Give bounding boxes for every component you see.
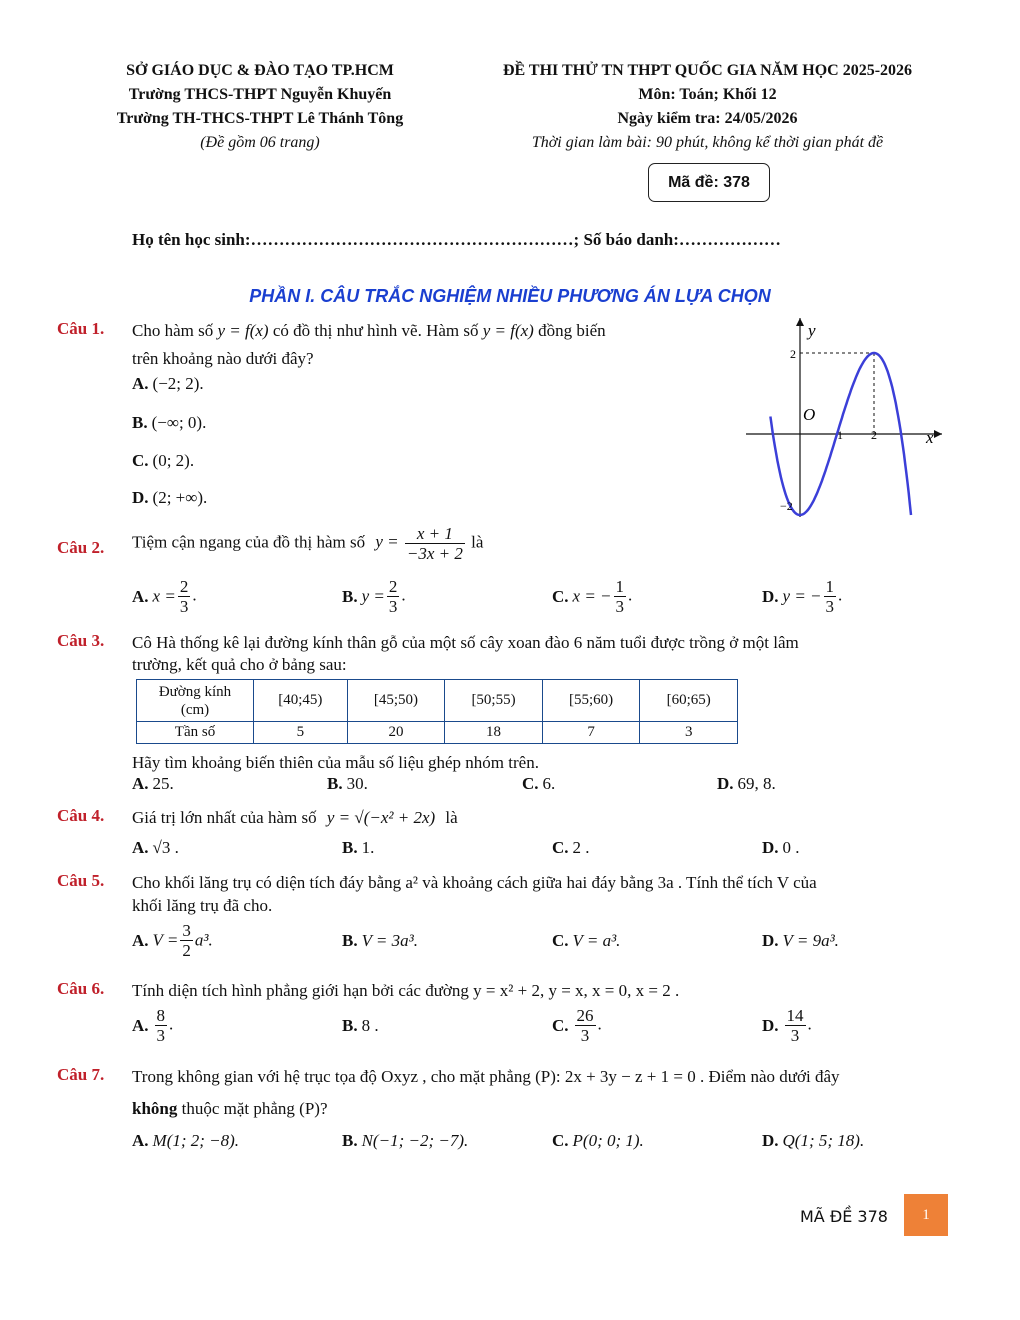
- y-axis-label: y: [808, 321, 816, 340]
- question-text: Tính diện tích hình phẳng giới hạn bởi các đường y = x² + 2, y = x, x = 0, x = 2 .: [132, 981, 680, 1000]
- exam-date: Ngày kiểm tra: 24/05/2026: [617, 110, 798, 127]
- table-cell: [45;50): [347, 680, 445, 722]
- option-a[interactable]: A. M(1; 2; −8).: [132, 1131, 240, 1150]
- section-title: PHẦN I. CÂU TRẮC NGHIỆM NHIỀU PHƯƠNG ÁN LỰA CHỌN: [249, 286, 771, 306]
- x-axis-label: x: [926, 428, 934, 447]
- table-row: [137, 680, 738, 722]
- x-tick-1: 1: [837, 428, 843, 442]
- question-number: Câu 5.: [57, 871, 105, 890]
- option-d[interactable]: D. 69, 8.: [717, 774, 776, 793]
- student-info-line: Họ tên học sinh:…………………………………………………; Số báo danh:………………: [132, 230, 781, 249]
- function-graph: [742, 312, 952, 522]
- option-d[interactable]: D. y = − $\frac{1}{3}$ .: [762, 577, 843, 616]
- table-cell: 7: [542, 722, 640, 744]
- option-a[interactable]: A. $\frac{8}{3}$ .: [132, 1006, 174, 1045]
- subject-line: Môn: Toán; Khối 12: [638, 86, 777, 103]
- exam-duration: Thời gian làm bài: 90 phút, không kể thời gian phát đề: [531, 134, 884, 151]
- question-text-line2: trường, kết quả cho ở bảng sau:: [132, 655, 347, 674]
- axes: [746, 318, 942, 517]
- question-prompt: Hãy tìm khoảng biến thiên của mẫu số liệu ghép nhóm trên.: [132, 753, 539, 772]
- option-d[interactable]: D. V = 9a³.: [762, 931, 839, 950]
- question-number: Câu 2.: [57, 538, 105, 557]
- option-a[interactable]: A. (−2; 2).: [132, 374, 204, 393]
- department-name: SỞ GIÁO DỤC & ĐÀO TẠO TP.HCM: [126, 62, 394, 79]
- option-a[interactable]: A. x = $\frac{2}{3}$ .: [132, 577, 197, 616]
- frequency-table: [136, 679, 738, 744]
- option-c[interactable]: C. (0; 2).: [132, 451, 195, 470]
- table-cell: 18: [445, 722, 543, 744]
- question-text: Cho khối lăng trụ có diện tích đáy bằng a² và khoảng cách giữa hai đáy bằng 3a . Tính thể tích V của: [132, 873, 817, 892]
- option-b[interactable]: B. 30.: [327, 774, 368, 793]
- question-number: Câu 7.: [57, 1065, 105, 1084]
- option-d[interactable]: D. Q(1; 5; 18).: [762, 1131, 865, 1150]
- option-c[interactable]: C. 2 .: [552, 838, 590, 857]
- table-row: [137, 722, 738, 744]
- option-d[interactable]: D. (2; +∞).: [132, 488, 208, 507]
- question-number: Câu 4.: [57, 806, 105, 825]
- table-header-cell: Tần số: [137, 722, 254, 744]
- question-text: Trong không gian với hệ trục tọa độ Oxyz , cho mặt phẳng (P): 2x + 3y − z + 1 = 0 . Điểm nào dưới đây: [132, 1067, 840, 1086]
- question-text: Giá trị lớn nhất của hàm số y = √(−x² + 2x) là: [132, 808, 458, 827]
- y-tick-neg2: −2: [780, 499, 793, 513]
- option-b[interactable]: B. 1.: [342, 838, 375, 857]
- option-c[interactable]: C. x = − $\frac{1}{3}$ .: [552, 577, 633, 616]
- footer-exam-code: MÃ ĐỀ 378: [800, 1207, 888, 1226]
- table-cell: 5: [253, 722, 347, 744]
- option-c[interactable]: C. 6.: [522, 774, 556, 793]
- table-cell: [50;55): [445, 680, 543, 722]
- question-text-line2: không thuộc mặt phẳng (P)?: [132, 1099, 328, 1118]
- option-b[interactable]: B. (−∞; 0).: [132, 413, 207, 432]
- exam-code-box: Mã đề: 378: [648, 163, 770, 202]
- table-cell: 20: [347, 722, 445, 744]
- option-a[interactable]: A. √3 .: [132, 838, 179, 857]
- table-cell: [60;65): [640, 680, 738, 722]
- question-text: Cô Hà thống kê lại đường kính thân gỗ của một số cây xoan đào 6 năm tuổi được trồng ở một lâm: [132, 633, 799, 652]
- option-b[interactable]: B. V = 3a³.: [342, 931, 418, 950]
- table-header-cell: Đường kính (cm): [137, 680, 254, 722]
- page-number: 1: [904, 1194, 948, 1236]
- option-b[interactable]: B. 8 .: [342, 1016, 379, 1035]
- question-text: Tiệm cận ngang của đồ thị hàm số y = $\frac{x + 1}{-3x + 2}$ là: [132, 524, 484, 563]
- option-b[interactable]: B. y = $\frac{2}{3}$ .: [342, 577, 406, 616]
- option-c[interactable]: C. P(0; 0; 1).: [552, 1131, 644, 1150]
- question-number: Câu 6.: [57, 979, 105, 998]
- table-cell: [40;45): [253, 680, 347, 722]
- x-tick-2: 2: [871, 428, 877, 442]
- school-name-2: Trường TH-THCS-THPT Lê Thánh Tông: [116, 110, 404, 127]
- origin-label: O: [803, 405, 816, 424]
- y-tick-2: 2: [790, 347, 796, 361]
- option-d[interactable]: D. 0 .: [762, 838, 800, 857]
- school-name-1: Trường THCS-THPT Nguyễn Khuyến: [128, 86, 392, 103]
- question-text-line2: trên khoảng nào dưới đây?: [132, 349, 314, 368]
- option-a[interactable]: A. V = $\frac{3}{2}$ a³.: [132, 921, 213, 960]
- question-text-line2: khối lăng trụ đã cho.: [132, 896, 273, 915]
- question-number: Câu 1.: [57, 319, 105, 338]
- option-d[interactable]: D. $\frac{14}{3}$ .: [762, 1006, 812, 1045]
- table-cell: 3: [640, 722, 738, 744]
- question-number: Câu 3.: [57, 631, 105, 650]
- question-text: Cho hàm số y = f(x) có đồ thị như hình vẽ. Hàm số y = f(x) đồng biến: [132, 321, 606, 340]
- option-c[interactable]: C. V = a³.: [552, 931, 621, 950]
- exam-title: ĐỀ THI THỬ TN THPT QUỐC GIA NĂM HỌC 2025-2026: [502, 62, 913, 79]
- table-cell: [55;60): [542, 680, 640, 722]
- option-a[interactable]: A. 25.: [132, 774, 174, 793]
- option-c[interactable]: C. $\frac{26}{3}$ .: [552, 1006, 602, 1045]
- option-b[interactable]: B. N(−1; −2; −7).: [342, 1131, 469, 1150]
- page-count-note: (Đề gồm 06 trang): [200, 134, 320, 151]
